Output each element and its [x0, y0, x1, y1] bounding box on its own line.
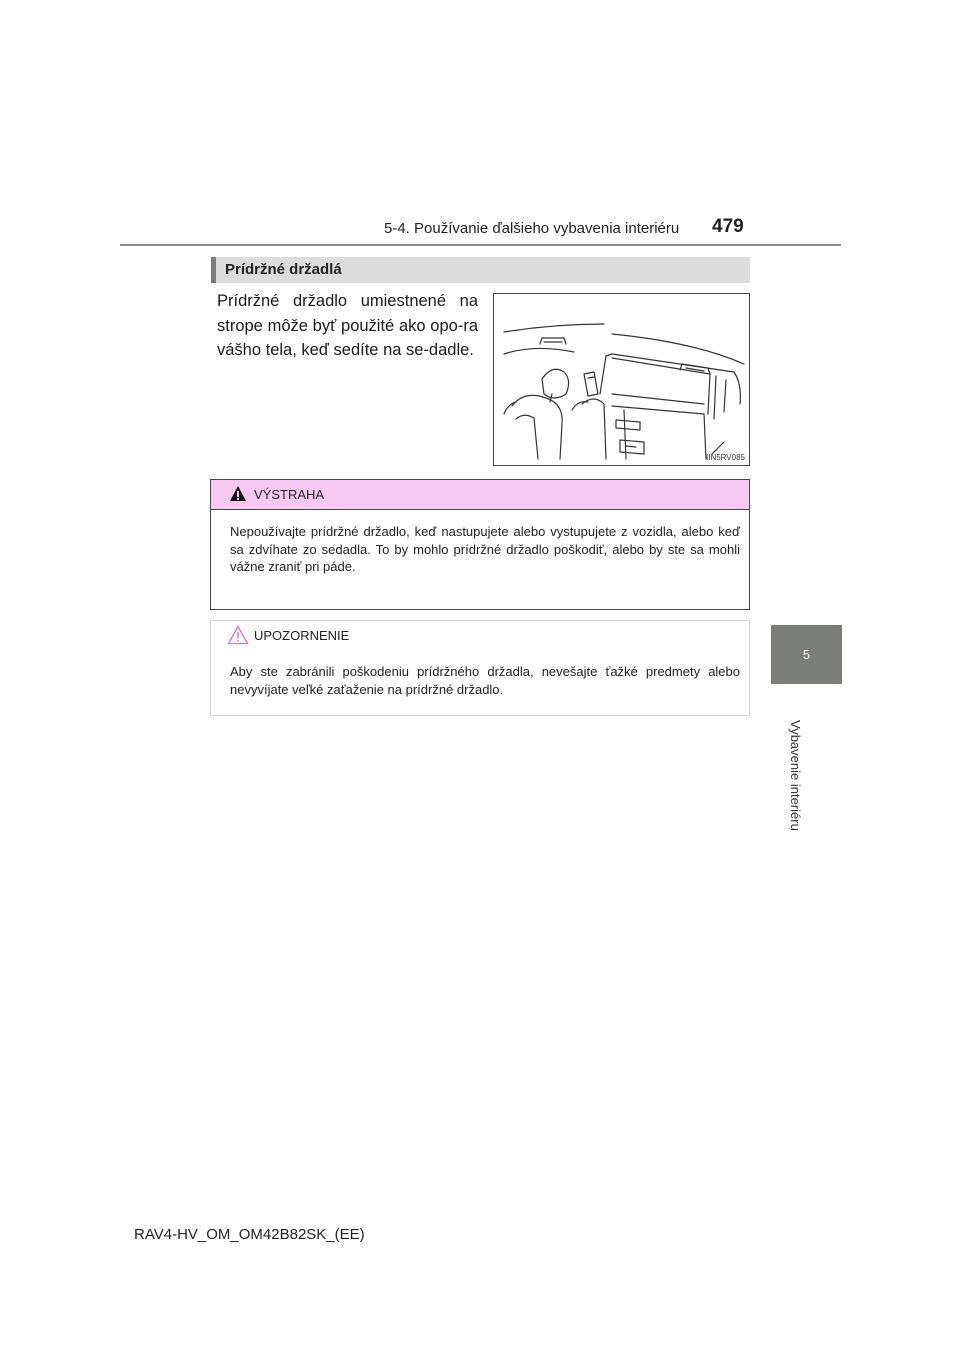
- document-code: RAV4-HV_OM_OM42B82SK_(EE): [134, 1226, 365, 1243]
- notice-box: [210, 620, 750, 716]
- warning-text: Nepoužívajte prídržné držadlo, keď nastupujete alebo vystupujete z vozidla, alebo keď sa zdvíhate zo sedadla. To by mohlo prídržné držadlo poškodiť, alebo by ste sa mohli vážne zraniť pri páde.: [230, 524, 740, 574]
- notice-text: Aby ste zabránili poškodeniu prídržného držadla, nevešajte ťažké predmety alebo nevyvíjate veľké zaťaženie na prídržné držadlo.: [230, 664, 740, 697]
- figure-code: IIN5RV085: [706, 453, 745, 462]
- car-interior-drawing: [494, 294, 749, 465]
- caution-triangle-outline-icon: [227, 625, 249, 650]
- notice-label: UPOZORNENIE: [254, 628, 350, 643]
- warning-box: [210, 479, 750, 610]
- warning-triangle-filled-icon: [229, 485, 247, 507]
- chapter-tab-number: 5: [802, 647, 811, 662]
- section-body-text: Prídržné držadlo umiestnené na strope môže byť použité ako opo-ra vášho tela, keď sedíte na se-dadle.: [217, 292, 478, 359]
- section-heading-bar: [211, 257, 750, 283]
- warning-header: [211, 480, 749, 510]
- chapter-title: 5-4. Používanie ďalšieho vybavenia interiéru: [384, 220, 680, 237]
- chapter-tab: [771, 625, 842, 684]
- assist-grip-illustration: [493, 293, 750, 466]
- page-number: 479: [712, 216, 744, 237]
- section-title: Prídržné držadlá: [225, 261, 342, 278]
- notice-header: [211, 621, 749, 651]
- chapter-tab-label: Vybavenie interiéru: [788, 720, 803, 831]
- header-divider: [120, 244, 841, 246]
- warning-label: VÝSTRAHA: [254, 487, 325, 502]
